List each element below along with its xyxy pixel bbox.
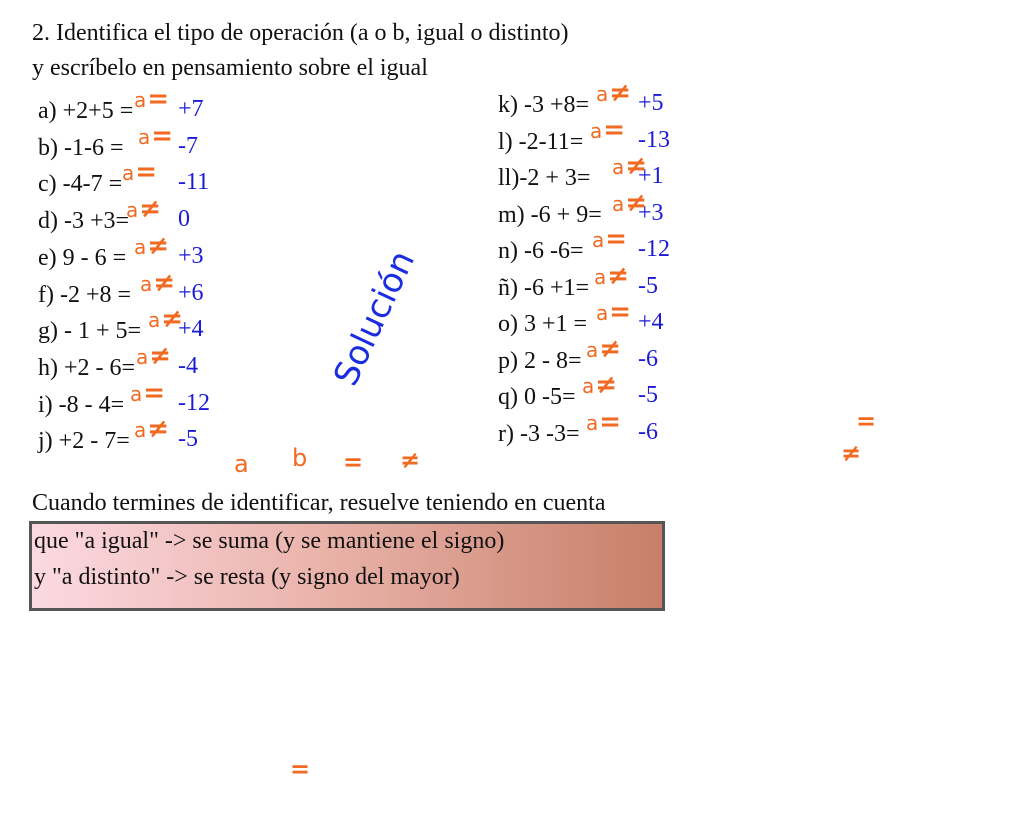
exercise-expression: f) -2 +8 = xyxy=(38,281,132,308)
mark-sign: ≠ xyxy=(607,260,630,291)
mark-letter: a xyxy=(582,374,595,398)
operation-type-mark xyxy=(586,333,622,364)
operation-type-mark xyxy=(134,230,170,261)
exercise-expression: c) -4-7 = xyxy=(38,171,123,198)
exercise-result: -12 xyxy=(178,389,210,416)
mark-sign: = xyxy=(147,84,170,114)
mark-sign: = xyxy=(609,297,632,327)
heading-line2: y escríbelo en pensamiento sobre el igual xyxy=(32,55,428,81)
mark-letter: a xyxy=(138,124,151,149)
exercise-expression: b) -1-6 = xyxy=(38,134,124,161)
exercise-result: 0 xyxy=(178,206,190,233)
exercise-result: -5 xyxy=(638,382,658,408)
rule-line-igual: que "a igual" -> se suma (y se mantiene el signo) xyxy=(34,528,505,554)
exercise-result: -4 xyxy=(178,352,198,379)
mark-letter: a xyxy=(134,234,147,259)
mark-letter: a xyxy=(126,198,139,223)
mark-letter: a xyxy=(130,381,143,406)
mark-sign: ≠ xyxy=(147,414,170,445)
exercise-expression: n) -6 -6= xyxy=(498,238,584,264)
mark-letter: a xyxy=(586,410,599,435)
mark-letter: a xyxy=(136,344,149,369)
exercise-result: +4 xyxy=(178,316,204,343)
exercise-expression: ll)-2 + 3= xyxy=(498,165,591,191)
operation-type-mark xyxy=(592,226,627,252)
exercise-result: -13 xyxy=(638,126,670,153)
operation-type-mark xyxy=(612,153,647,179)
exercise-result: -6 xyxy=(638,345,658,372)
stray-equal-sign-bottom: = xyxy=(290,755,311,783)
operation-type-mark xyxy=(148,304,184,335)
exercise-expression: k) -3 +8= xyxy=(498,92,590,118)
operation-type-mark xyxy=(586,406,622,437)
mark-sign: ≠ xyxy=(153,267,176,298)
mark-letter: a xyxy=(134,88,147,112)
operation-type-mark xyxy=(136,340,172,371)
operation-type-mark xyxy=(596,80,631,106)
exercise-expression: r) -3 -3= xyxy=(498,420,580,447)
operation-type-mark xyxy=(138,120,174,151)
exercise-expression: a) +2+5 = xyxy=(38,98,134,124)
exercise-result: -12 xyxy=(638,236,670,262)
mark-letter: a xyxy=(590,118,603,143)
stray-not-equal-sign: ≠ xyxy=(841,439,862,467)
exercise-result: +7 xyxy=(178,96,204,122)
exercise-result: -6 xyxy=(638,418,658,445)
mark-sign: ≠ xyxy=(625,187,648,218)
exercise-result: -11 xyxy=(178,169,210,196)
exercise-expression: g) - 1 + 5= xyxy=(38,318,142,345)
mark-sign: = xyxy=(599,406,622,437)
mark-letter: a xyxy=(122,161,135,186)
legend-a: a xyxy=(234,450,249,478)
operation-type-mark xyxy=(126,194,162,225)
exercise-result: +1 xyxy=(638,163,664,189)
stray-equal-sign: = xyxy=(856,407,877,435)
mark-sign: = xyxy=(143,377,166,408)
exercise-result: -5 xyxy=(638,272,658,299)
mark-sign: ≠ xyxy=(625,151,648,181)
exercise-result: -7 xyxy=(178,132,198,159)
mark-sign: ≠ xyxy=(599,333,622,364)
mark-letter: a xyxy=(592,228,605,252)
mark-sign: ≠ xyxy=(161,304,184,335)
rules-box xyxy=(29,521,665,611)
mark-sign: ≠ xyxy=(139,194,162,225)
operation-type-mark xyxy=(596,299,631,325)
legend-b: b xyxy=(292,444,308,472)
exercise-result: +3 xyxy=(178,242,204,269)
exercise-result: +4 xyxy=(638,309,664,335)
mark-letter: a xyxy=(596,301,609,325)
operation-type-mark xyxy=(582,372,617,398)
exercise-expression: q) 0 -5= xyxy=(498,384,576,410)
operation-type-mark xyxy=(122,157,158,188)
rule-line-distinto: y "a distinto" -> se resta (y signo del mayor) xyxy=(34,564,460,590)
mark-letter: a xyxy=(612,191,625,216)
mark-sign: = xyxy=(605,224,628,254)
heading-line1: 2. Identifica el tipo de operación (a o b, igual o distinto) xyxy=(32,20,569,46)
exercise-result: +5 xyxy=(638,90,664,116)
operation-type-mark xyxy=(134,414,170,445)
operation-type-mark xyxy=(590,114,626,145)
exercise-expression: p) 2 - 8= xyxy=(498,347,582,374)
mark-sign: ≠ xyxy=(609,78,632,108)
mark-sign: = xyxy=(151,120,174,151)
exercise-expression: h) +2 - 6= xyxy=(38,354,136,381)
exercise-result: +6 xyxy=(178,279,204,306)
exercise-result: -5 xyxy=(178,426,198,453)
mark-sign: ≠ xyxy=(147,230,170,261)
mark-letter: a xyxy=(612,155,625,179)
mark-sign: ≠ xyxy=(595,370,618,400)
exercise-expression: d) -3 +3= xyxy=(38,208,130,235)
operation-type-mark xyxy=(612,187,648,218)
operation-type-mark xyxy=(134,86,169,112)
exercise-expression: m) -6 + 9= xyxy=(498,201,602,228)
mark-letter: a xyxy=(148,308,161,333)
exercise-expression: i) -8 - 4= xyxy=(38,391,125,418)
solucion-label: Solución xyxy=(326,244,424,392)
mark-letter: a xyxy=(586,337,599,362)
mark-sign: = xyxy=(135,157,158,188)
exercise-expression: o) 3 +1 = xyxy=(498,311,588,337)
mark-letter: a xyxy=(134,418,147,443)
exercise-result: +3 xyxy=(638,199,664,226)
legend-equal-sign: = xyxy=(343,448,364,476)
exercise-expression: j) +2 - 7= xyxy=(38,428,130,455)
mark-letter: a xyxy=(596,82,609,106)
exercise-expression: ñ) -6 +1= xyxy=(498,274,590,301)
exercise-expression: l) -2-11= xyxy=(498,128,584,155)
mark-letter: a xyxy=(140,271,153,296)
operation-type-mark xyxy=(130,377,166,408)
mark-letter: a xyxy=(594,264,607,289)
operation-type-mark xyxy=(140,267,176,298)
mark-sign: ≠ xyxy=(149,340,172,371)
legend-not-equal-sign: ≠ xyxy=(400,446,421,474)
mark-sign: = xyxy=(603,114,626,145)
operation-type-mark xyxy=(594,260,630,291)
exercise-expression: e) 9 - 6 = xyxy=(38,244,127,271)
footer-instruction: Cuando termines de identificar, resuelve teniendo en cuenta xyxy=(32,490,606,516)
